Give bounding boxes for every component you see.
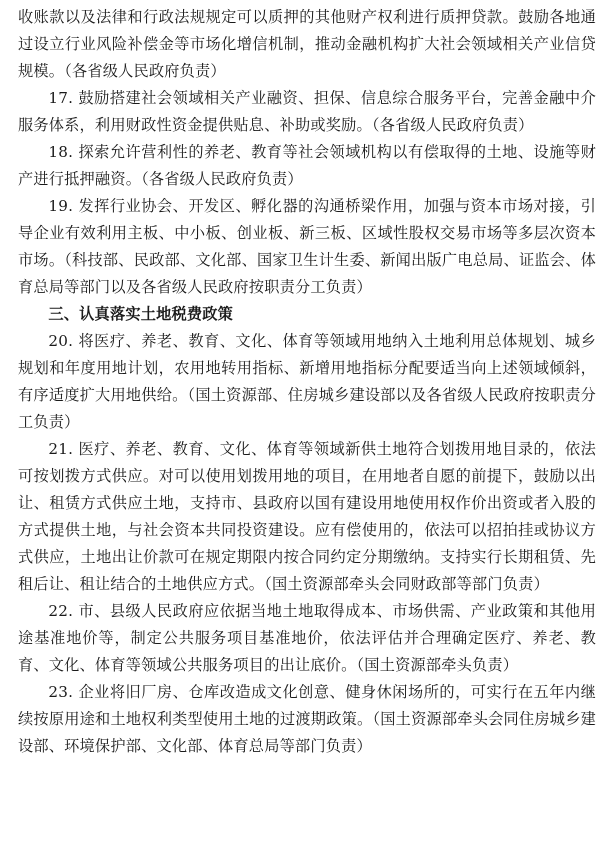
paragraph-18: 18. 探索允许营利性的养老、教育等社会领域机构以有偿取得的土地、设施等财产进行抵押融资。（各省级人民政府负责） — [18, 143, 596, 188]
paragraph-16-continuation: 收账款以及法律和行政法规规定可以质押的其他财产权利进行质押贷款。鼓励各地通过设立行业风险补偿金等市场化增信机制，推动金融机构扩大社会领域相关产业信贷规模。（各省级人民政府负责） — [18, 8, 596, 80]
paragraph-17: 17. 鼓励搭建社会领域相关产业融资、担保、信息综合服务平台，完善金融中介服务体系，利用财政性资金提供贴息、补助或奖励。（各省级人民政府负责） — [18, 89, 596, 134]
section-heading: 三、认真落实土地税费政策 — [48, 305, 234, 323]
paragraph-20: 20. 将医疗、养老、教育、文化、体育等领域用地纳入土地利用总体规划、城乡规划和年度用地计划，农用地转用指标、新增用地指标分配要适当向上述领域倾斜，有序适度扩大用地供给。（国土资源部、住房城乡建设部以及各省级人民政府按职责分工负责） — [18, 332, 596, 431]
paragraph-23: 23. 企业将旧厂房、仓库改造成文化创意、健身休闲场所的，可实行在五年内继续按原用途和土地权利类型使用土地的过渡期政策。（国土资源部牵头会同住房城乡建设部、环境保护部、文化部、体育总局等部门负责） — [18, 683, 596, 755]
paragraph-19: 19. 发挥行业协会、开发区、孵化器的沟通桥梁作用，加强与资本市场对接，引导企业有效利用主板、中小板、创业板、新三板、区域性股权交易市场等多层次资本市场。（科技部、民政部、文化部、国家卫生计生委、新闻出版广电总局、证监会、体育总局等部门以及各省级人民政府按职责分工负责） — [18, 197, 596, 296]
document-page — [18, 4, 596, 760]
paragraph-21: 21. 医疗、养老、教育、文化、体育等领域新供土地符合划拨用地目录的，依法可按划拨方式供应。对可以使用划拨用地的项目，在用地者自愿的前提下，鼓励以出让、租赁方式供应土地，支持市、县政府以国有建设用地使用权作价出资或者入股的方式提供土地，与社会资本共同投资建设。应有偿使用的，依法可以招拍挂或协议方式供应，土地出让价款可在规定期限内按合同约定分期缴纳。支持实行长期租赁、先租后让、租让结合的土地供应方式。（国土资源部牵头会同财政部等部门负责） — [18, 440, 596, 593]
paragraph-22: 22. 市、县级人民政府应依据当地土地取得成本、市场供需、产业政策和其他用途基准地价等，制定公共服务项目基准地价，依法评估并合理确定医疗、养老、教育、文化、体育等领域公共服务项目的出让底价。（国土资源部牵头负责） — [18, 602, 596, 674]
